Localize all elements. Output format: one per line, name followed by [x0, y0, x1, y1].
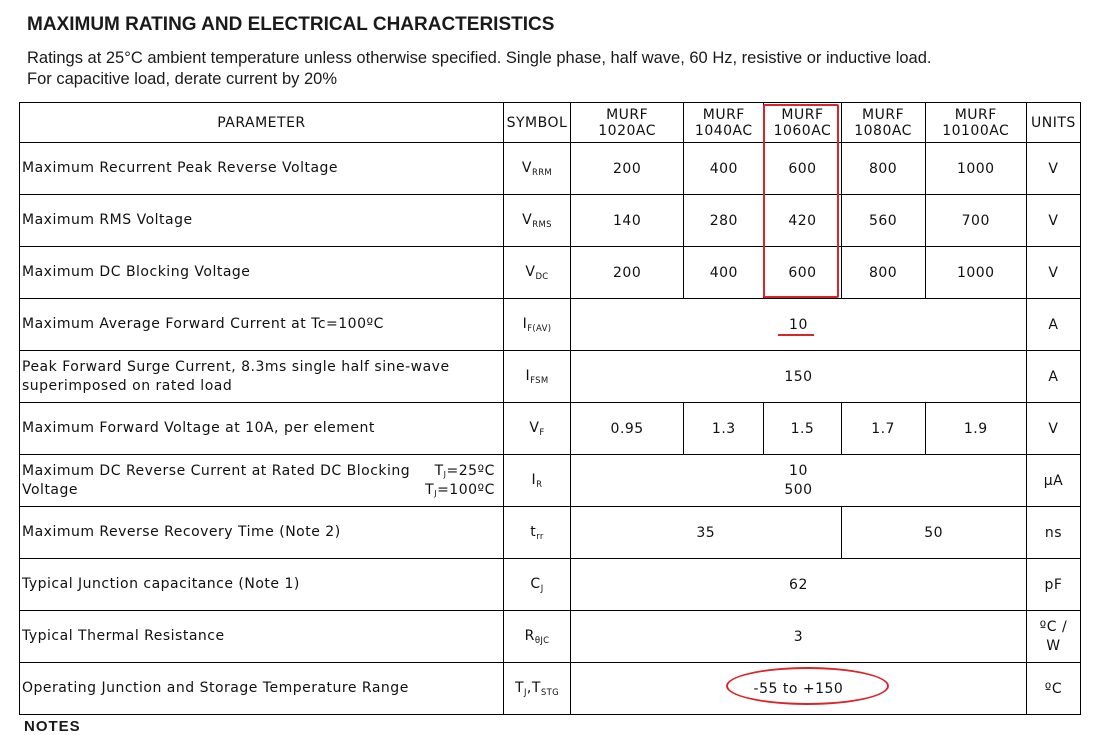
unit-vf: V — [1026, 403, 1080, 455]
unit-vdc: V — [1026, 247, 1080, 299]
param-vrms: Maximum RMS Voltage — [20, 195, 504, 247]
header-device-1080ac: MURF 1080AC — [841, 103, 925, 143]
value-cell: 1000 — [925, 247, 1026, 299]
symbol-vrrm: $V_{RRM}$ — [503, 143, 570, 195]
symbol-rth: $R_{\theta JC}$ — [503, 611, 570, 663]
row-vrrm — [20, 143, 1081, 195]
value-cell: 1.3 — [684, 403, 764, 455]
value-cell: 800 — [841, 247, 925, 299]
param-vdc: Maximum DC Blocking Voltage — [20, 247, 504, 299]
section-title: MAXIMUM RATING AND ELECTRICAL CHARACTERISTICS — [27, 14, 555, 35]
value-tj: -55 to +150 — [571, 663, 1027, 715]
row-vrms — [20, 195, 1081, 247]
symbol-ifav: $I_{F(AV)}$ — [503, 299, 570, 351]
value-cell: 560 — [841, 195, 925, 247]
symbol-trr: $t_{rr}$ — [503, 507, 570, 559]
value-trr-b: 50 — [841, 507, 1026, 559]
value-ifsm: 150 — [571, 351, 1027, 403]
notes-heading: NOTES — [24, 718, 81, 735]
value-cell: 420 — [764, 195, 841, 247]
header-device-10100ac: MURF 10100AC — [925, 103, 1026, 143]
value-cell: 600 — [764, 247, 841, 299]
value-cell: 400 — [684, 143, 764, 195]
value-cell: 0.95 — [571, 403, 684, 455]
header-device-1060ac: MURF 1060AC — [764, 103, 841, 143]
symbol-cj: $C_J$ — [503, 559, 570, 611]
condition-tj-100: $T_J=100ºC$ — [425, 481, 495, 498]
param-vf: Maximum Forward Voltage at 10A, per element — [20, 403, 504, 455]
ratings-table — [19, 102, 1081, 715]
unit-cj: pF — [1026, 559, 1080, 611]
unit-tj: ºC — [1026, 663, 1080, 715]
value-cell: 1.7 — [841, 403, 925, 455]
value-cell: 700 — [925, 195, 1026, 247]
intro-line-1: Ratings at 25°C ambient temperature unless otherwise specified. Single phase, half wave, 60 Hz, resistive or inductive load. — [27, 49, 932, 67]
param-trr: Maximum Reverse Recovery Time (Note 2) — [20, 507, 504, 559]
value-cj: 62 — [571, 559, 1027, 611]
value-cell: 280 — [684, 195, 764, 247]
row-vf — [20, 403, 1081, 455]
symbol-ifsm: $I_{FSM}$ — [503, 351, 570, 403]
row-ir — [20, 455, 1081, 507]
value-ir: 10 500 — [571, 455, 1027, 507]
unit-rth: ºC / W — [1026, 611, 1080, 663]
condition-tj-25: $T_J=25ºC$ — [434, 462, 495, 479]
value-cell: 800 — [841, 143, 925, 195]
param-ir-line-2: Voltage $T_J=100ºC$ — [22, 481, 503, 500]
intro-text — [27, 48, 1077, 90]
value-cell: 1.5 — [764, 403, 841, 455]
value-cell: 1.9 — [925, 403, 1026, 455]
value-trr-a: 35 — [571, 507, 841, 559]
row-ifav — [20, 299, 1081, 351]
row-rth — [20, 611, 1081, 663]
value-cell: 200 — [571, 143, 684, 195]
unit-trr: ns — [1026, 507, 1080, 559]
param-vrrm: Maximum Recurrent Peak Reverse Voltage — [20, 143, 504, 195]
header-device-1020ac: MURF 1020AC — [571, 103, 684, 143]
value-cell: 400 — [684, 247, 764, 299]
param-ifav: Maximum Average Forward Current at Tc=100ºC — [20, 299, 504, 351]
header-row — [20, 103, 1081, 143]
symbol-vrms: $V_{RMS}$ — [503, 195, 570, 247]
unit-vrrm: V — [1026, 143, 1080, 195]
header-parameter: PARAMETER — [20, 103, 504, 143]
param-ir-line-1: Maximum DC Reverse Current at Rated DC Blocking $T_J=25ºC$ — [22, 462, 503, 481]
param-rth: Typical Thermal Resistance — [20, 611, 504, 663]
param-tj: Operating Junction and Storage Temperature Range — [20, 663, 504, 715]
header-symbol: SYMBOL — [503, 103, 570, 143]
value-ifav: 10 — [571, 299, 1027, 351]
param-cj: Typical Junction capacitance (Note 1) — [20, 559, 504, 611]
symbol-ir: $I_R$ — [503, 455, 570, 507]
symbol-tj: $T_J,T_{STG}$ — [503, 663, 570, 715]
header-units: UNITS — [1026, 103, 1080, 143]
value-cell: 1000 — [925, 143, 1026, 195]
value-cell: 200 — [571, 247, 684, 299]
unit-ir: µA — [1026, 455, 1080, 507]
symbol-vf: $V_F$ — [503, 403, 570, 455]
value-rth: 3 — [571, 611, 1027, 663]
row-cj — [20, 559, 1081, 611]
unit-ifsm: A — [1026, 351, 1080, 403]
unit-vrms: V — [1026, 195, 1080, 247]
unit-ifav: A — [1026, 299, 1080, 351]
row-trr — [20, 507, 1081, 559]
param-ir — [20, 455, 504, 507]
intro-line-2: For capacitive load, derate current by 20% — [27, 70, 337, 88]
param-ifsm: Peak Forward Surge Current, 8.3ms single half sine-wave superimposed on rated load — [20, 351, 504, 403]
row-ifsm — [20, 351, 1081, 403]
value-cell: 140 — [571, 195, 684, 247]
value-cell: 600 — [764, 143, 841, 195]
symbol-vdc: $V_{DC}$ — [503, 247, 570, 299]
row-tj — [20, 663, 1081, 715]
row-vdc — [20, 247, 1081, 299]
header-device-1040ac: MURF 1040AC — [684, 103, 764, 143]
